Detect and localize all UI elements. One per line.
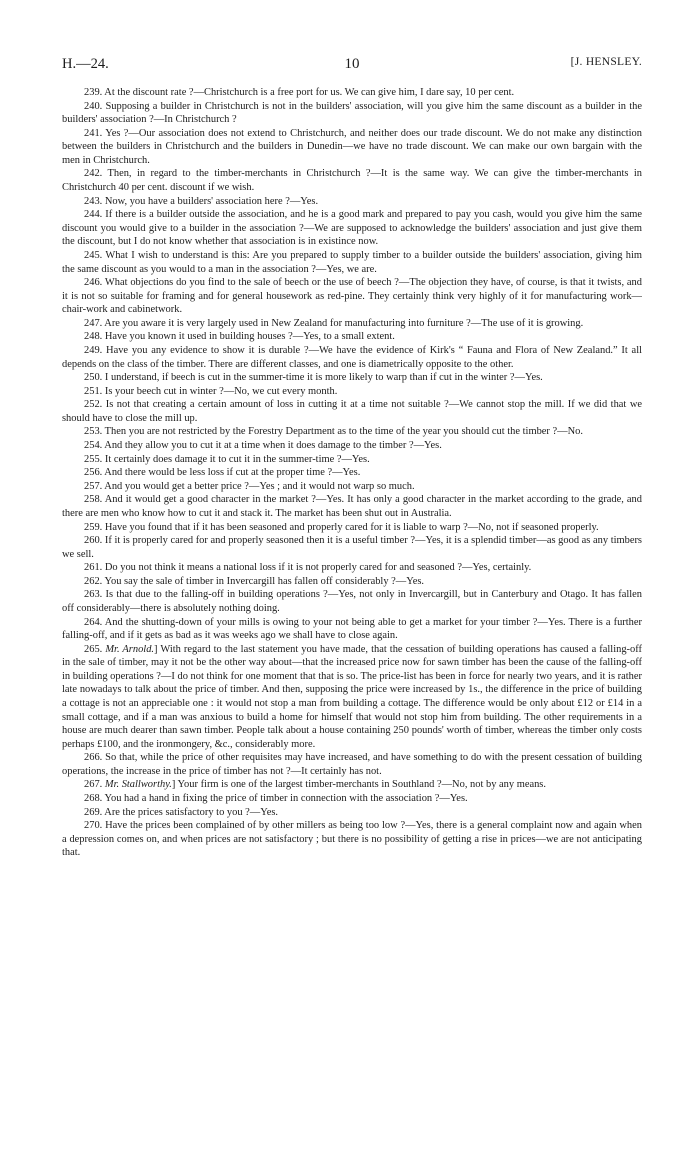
question-number: 267. bbox=[84, 779, 105, 791]
paragraph-247: 247. Are you aware it is very largely used in New Zealand for manufacturing into furniture ?—The use of it is growing. bbox=[84, 317, 584, 329]
paragraph-270: 270. Have the prices been complained of by other millers as being too low ?—Yes, there is a general complaint now and again when a depression comes on, and when prices are not satisfactory ; but there is no possibility of getting a rise in prices—we are not anticipating that. bbox=[62, 820, 642, 859]
paragraph-259: 259. Have you found that if it has been seasoned and properly cared for it is liable to warp ?—No, not if seasoned properly. bbox=[84, 521, 599, 533]
paragraph-239: 239. At the discount rate ?—Christchurch is a free port for us. We can give him, I dare say, 10 per cent. bbox=[84, 87, 515, 98]
speaker-name: Mr. Stallworthy. bbox=[104, 779, 172, 791]
paragraph-263: 263. Is that due to the falling-off in building operations ?—Yes, not only in Invercargill, but in Canterbury and Otago. It has fallen off considerably—there is absolutely nothing doing. bbox=[62, 589, 642, 614]
paragraph-241: 241. Yes ?—Our association does not extend to Christchurch, and neither does our trade discount. We do not make any distinction between the builders in Christchurch and the builders in Dunedin—we have no trade discount. We can make our own bargain with the men in Christchurch. bbox=[62, 127, 642, 166]
speaker-name: Mr. Arnold. bbox=[105, 643, 155, 655]
paragraph-262: 262. You say the sale of timber in Invercargill has fallen off considerably ?—Yes. bbox=[84, 575, 425, 587]
page-header bbox=[62, 56, 642, 74]
paragraph-245: 245. What I wish to understand is this: Are you prepared to supply timber to a builder outside the builders' association, giving him the same discount as you would to a man in the association ?—Yes, we are. bbox=[62, 249, 642, 275]
paragraph-246: 246. What objections do you find to the sale of beech or the use of beech ?—The objection they have, of course, is that it twists, and it is not so suitable for framing and for general housework as red-pine. They certainly think very highly of it for manufacturing work—chair-work and cabinetwork. bbox=[62, 277, 642, 316]
paragraph-258: 258. And it would get a good character in the market ?—Yes. It has only a good character in the market according to the grade, and there are men who know how to cut it and stack it. The market has been shut out in Australia. bbox=[62, 494, 642, 519]
paragraph-250: 250. I understand, if beech is cut in the summer-time it is more likely to warp than if cut in the winter ?—Yes. bbox=[84, 372, 543, 384]
paragraph-267 bbox=[62, 778, 642, 792]
document-reference: H.—24. bbox=[62, 56, 109, 72]
question-number: 265. bbox=[84, 643, 106, 655]
paragraph-242: 242. Then, in regard to the timber-merchants in Christchurch ?—It is the same way. We can give the timber-merchants in Christchurch 40 per cent. discount if we wish. bbox=[62, 168, 642, 194]
paragraph-240: 240. Supposing a builder in Christchurch is not in the builders' association, will you give him the same discount as a builder in the builders' association ?—In Christchurch ? bbox=[62, 100, 642, 126]
paragraph-266: 266. So that, while the price of other requisites may have increased, and have something to do with the present cessation of building operations, the increase in the price of timber has not ?—It certainly has not. bbox=[62, 752, 642, 777]
paragraph-253: 253. Then you are not restricted by the Forestry Department as to the time of the year you should cut the timber ?—No. bbox=[84, 426, 583, 438]
evidence-body bbox=[62, 86, 642, 860]
paragraph-257: 257. And you would get a better price ?—Yes ; and it would not warp so much. bbox=[84, 480, 415, 492]
paragraph-text: ] Your firm is one of the largest timber-merchants in Southland ?—No, not by any means. bbox=[171, 779, 546, 791]
paragraph-252: 252. Is not that creating a certain amount of loss in cutting it at a time not suitable ?—We cannot stop the mill. If we did that we should have to close the mill up. bbox=[62, 399, 642, 424]
paragraph-256: 256. And there would be less loss if cut at the proper time ?—Yes. bbox=[84, 467, 361, 479]
paragraph-249: 249. Have you any evidence to show it is durable ?—We have the evidence of Kirk's “ Fauna and Flora of New Zealand.” It all depends on the class of the timber. There are different classes, and one is diametrically opposite to the other. bbox=[62, 344, 642, 370]
paragraph-261: 261. Do you not think it means a national loss if it is not properly cared for and seasoned ?—Yes, certainly. bbox=[84, 562, 532, 574]
paragraph-244: 244. If there is a builder outside the association, and he is a good mark and prepared to pay you cash, would you give him the same discount you would give to a builder in the association ?—We are supposed to acknowledge the builders' association and just give them the discount, but I do not know whether that association is in existince now. bbox=[62, 209, 642, 248]
paragraph-243: 243. Now, you have a builders' association here ?—Yes. bbox=[84, 195, 319, 207]
paragraph-268: 268. You had a hand in fixing the price of timber in connection with the association ?—Yes. bbox=[84, 793, 468, 805]
paragraph-text: ] With regard to the last statement you have made, that the cessation of building operations has caused a falling-off in the sale of timber, may it not be the other way about—that the increased price now for sawn timber has been the cause of the falling-off in building operations ?—I do not think for one moment that that is so. The price-list has been in force for nearly two years, and it is rather late nowadays to talk about the price of timber. And then, supposing the price were increased by 1s., the difference in the price of building a cottage is not an appreciable one : it would not stop a man from building a cottage. The difference would be only about £12 or £14 in a small cottage, and if a man was anxious to build a home for himself that would not stop him from building. The other requirements in a house are much dearer than sawn timber. People talk about a house containing 250 pounds' worth of timber, whereas the timber only costs perhaps £100, and the ironmongery, &c., considerably more. bbox=[62, 643, 643, 750]
paragraph-265 bbox=[62, 643, 642, 752]
paragraph-264: 264. And the shutting-down of your mills is owing to your not being able to get a market for your timber ?—Yes. There is a further falling-off, and if it gets as bad as it was weeks ago we shall have to close again. bbox=[62, 616, 642, 642]
paragraph-248: 248. Have you known it used in building houses ?—Yes, to a small extent. bbox=[84, 331, 395, 343]
paragraph-254: 254. And they allow you to cut it at a time when it does damage to the timber ?—Yes. bbox=[84, 440, 442, 452]
paragraph-255: 255. It certainly does damage it to cut it in the summer-time ?—Yes. bbox=[84, 453, 370, 465]
page-number: 10 bbox=[344, 56, 360, 72]
paragraph-251: 251. Is your beech cut in winter ?—No, we cut every month. bbox=[84, 385, 338, 397]
paragraph-269: 269. Are the prices satisfactory to you ?—Yes. bbox=[84, 806, 279, 818]
witness-name: [J. HENSLEY. bbox=[570, 56, 642, 68]
paragraph-260: 260. If it is properly cared for and properly seasoned then it is a useful timber ?—Yes, it is a splendid timber—as good as any timbers we sell. bbox=[62, 535, 642, 560]
